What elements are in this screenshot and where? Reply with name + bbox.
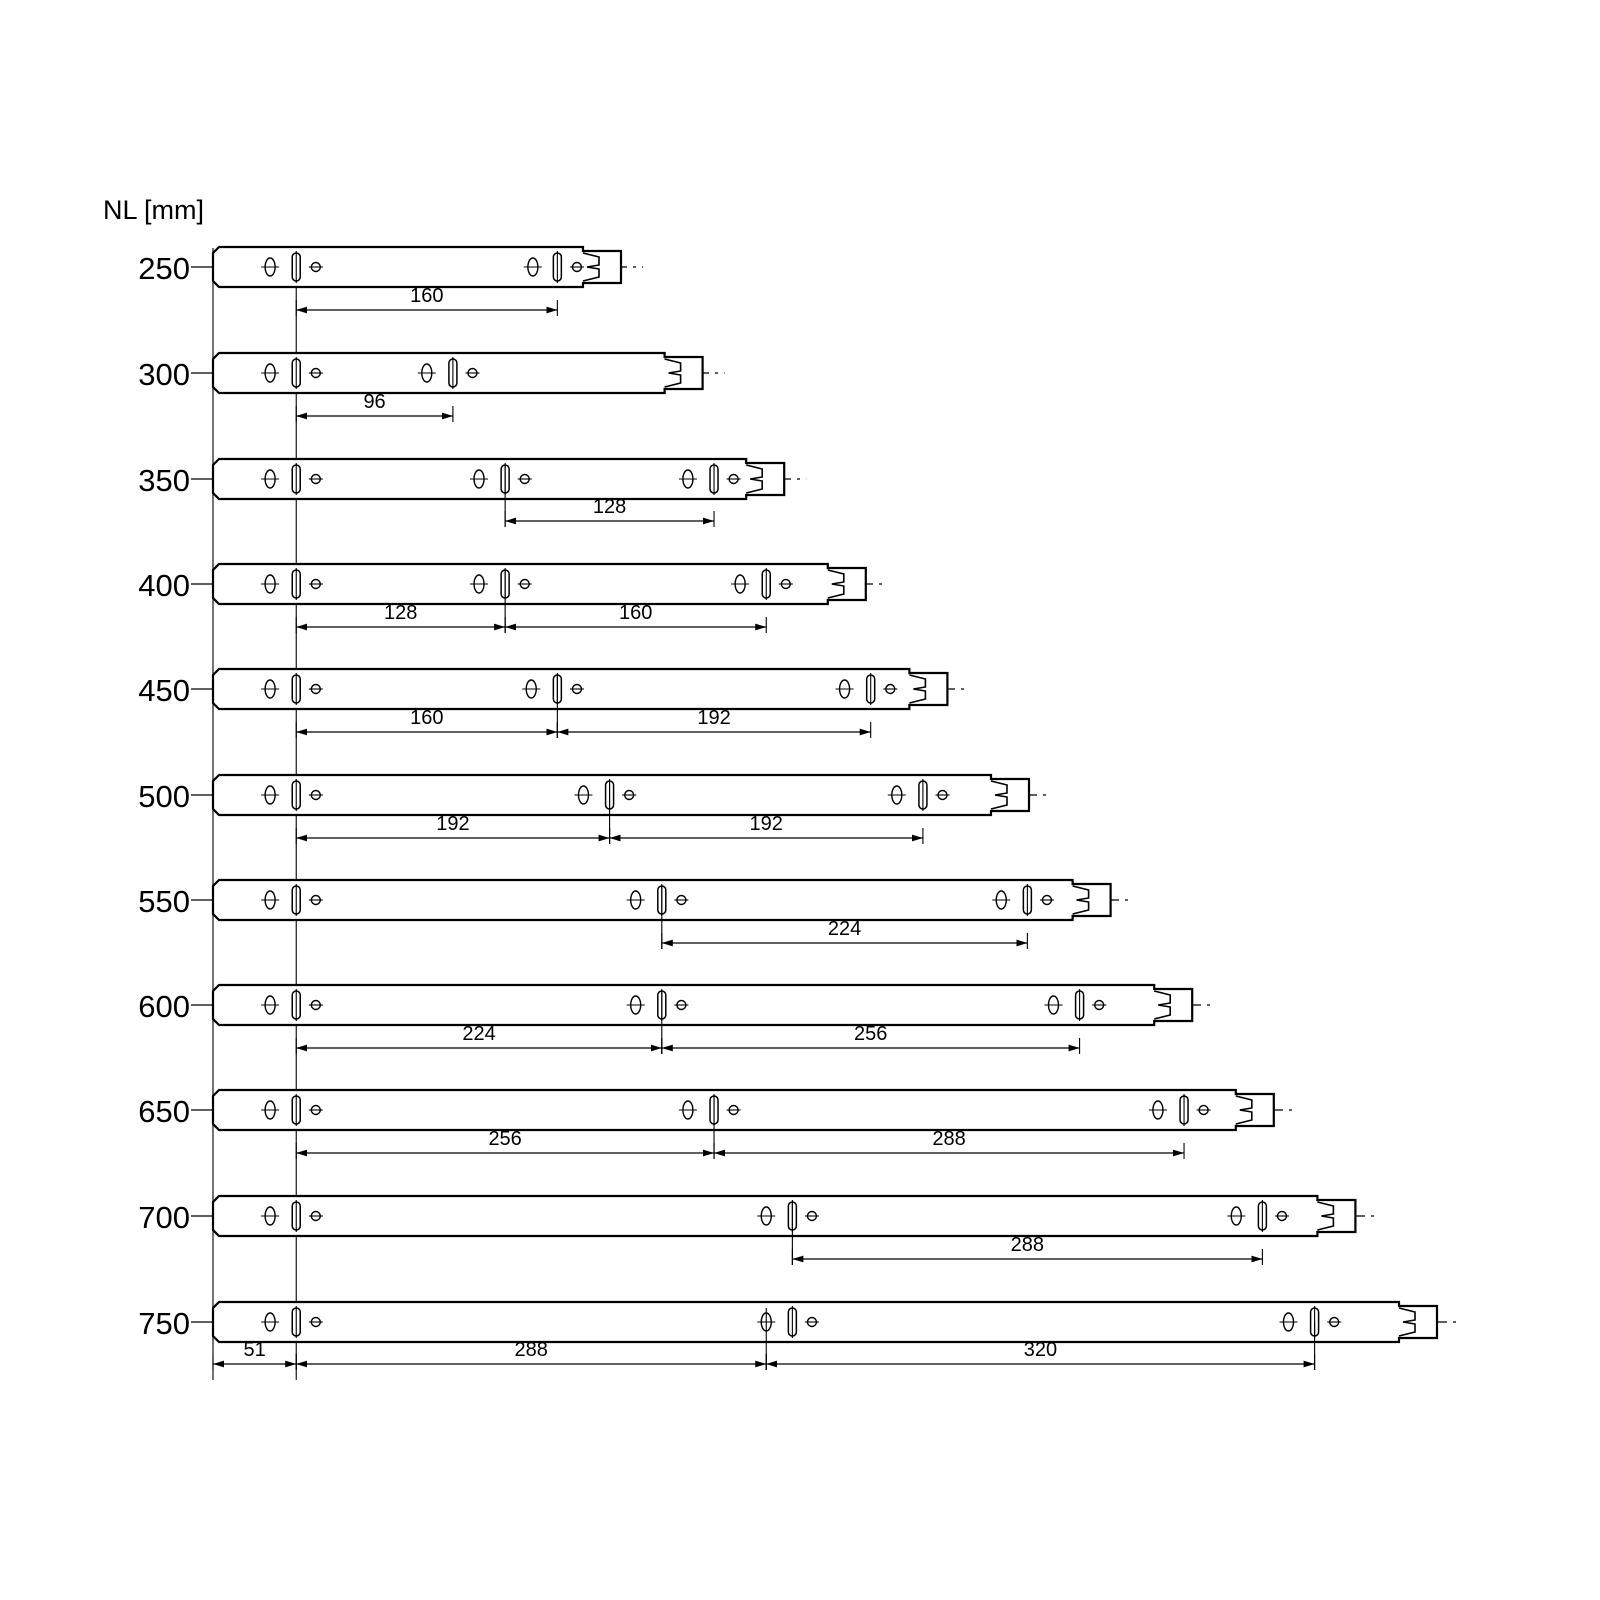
nl-label-300: 300	[138, 357, 190, 392]
dimension-label-d250_a: 160	[410, 285, 444, 307]
dimension-label-d450_a: 160	[410, 707, 444, 729]
dimension-label-d300_a: 96	[363, 391, 386, 413]
rail-body-750	[213, 1302, 1437, 1342]
nl-label-500: 500	[138, 779, 190, 814]
dimension-label-d700_a: 288	[1010, 1234, 1045, 1256]
dimension-label-d650_a: 256	[488, 1128, 522, 1150]
dimension-label-d750_a: 51	[243, 1339, 266, 1361]
dimension-label-d550_a: 224	[827, 918, 862, 940]
nl-label-600: 600	[138, 989, 190, 1024]
rail-body-500	[213, 775, 1029, 815]
rail-body-650	[213, 1090, 1274, 1130]
dimension-label-d750_b: 288	[514, 1339, 548, 1361]
nl-label-650: 650	[138, 1094, 190, 1129]
dimension-label-d500_b: 192	[749, 813, 783, 835]
dimension-label-d400_b: 160	[619, 602, 653, 624]
dimension-label-d600_a: 224	[462, 1023, 496, 1045]
dimension-label-d450_b: 192	[697, 707, 731, 729]
dimension-label-d350_a: 128	[592, 496, 627, 518]
nl-label-400: 400	[138, 568, 190, 603]
dimension-label-d500_a: 192	[436, 813, 470, 835]
axis-title: NL [mm]	[103, 195, 204, 225]
nl-label-700: 700	[138, 1200, 190, 1235]
rail-body-700	[213, 1196, 1355, 1236]
dimension-label-d400_a: 128	[383, 602, 418, 624]
rail-body-300	[213, 353, 703, 393]
nl-label-250: 250	[138, 251, 190, 286]
nl-label-450: 450	[138, 673, 190, 708]
nl-label-750: 750	[138, 1306, 190, 1341]
nl-label-550: 550	[138, 884, 190, 919]
nl-label-350: 350	[138, 463, 190, 498]
dimension-label-d650_b: 288	[932, 1128, 966, 1150]
dimension-label-d600_b: 256	[854, 1023, 888, 1045]
dimension-label-d750_c: 320	[1023, 1339, 1058, 1361]
